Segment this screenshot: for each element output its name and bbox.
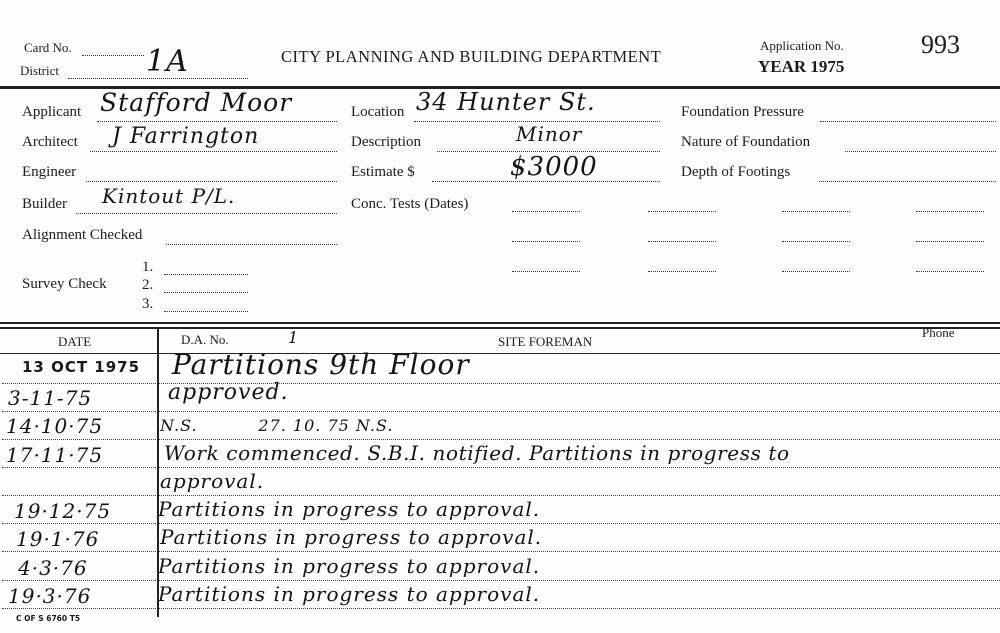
- log-entry-date: 19·3·76: [8, 584, 92, 608]
- conc-test-field: [512, 271, 580, 272]
- log-header-line: [0, 353, 1000, 354]
- card-no-label: Card No.: [24, 40, 72, 55]
- estimate-value: $3000: [510, 152, 598, 182]
- conc-test-field: [648, 241, 716, 242]
- conc-test-field: [916, 241, 984, 242]
- log-row-line: [2, 383, 1000, 384]
- builder-label: Builder: [22, 196, 67, 212]
- builder-field: [76, 213, 337, 214]
- applicant-value: Stafford Moor: [100, 88, 293, 117]
- conc-test-field: [512, 241, 580, 242]
- location-label: Location: [351, 104, 405, 120]
- log-entry-text: N.S. 27. 10. 75 N.S.: [160, 416, 394, 435]
- applicant-label: Applicant: [22, 104, 82, 120]
- alignment-field: [166, 244, 337, 245]
- log-row-line: [2, 580, 1000, 581]
- survey-number-3: 3.: [142, 296, 154, 312]
- nature-foundation-field: [845, 151, 996, 152]
- log-entry-date: 13 OCT 1975: [22, 358, 141, 376]
- conc-test-field: [648, 271, 716, 272]
- survey-field-1: [164, 274, 248, 275]
- nature-foundation-label: Nature of Foundation: [681, 134, 811, 150]
- engineer-field: [86, 181, 337, 182]
- log-row-line: [2, 411, 1000, 412]
- conc-test-field: [512, 211, 580, 212]
- log-entry-date: 14·10·75: [6, 414, 104, 438]
- log-row-line: [2, 495, 1000, 496]
- architect-value: J Farrington: [112, 124, 260, 149]
- applicant-field: [97, 121, 337, 122]
- log-entry-date: 4·3·76: [18, 556, 88, 580]
- conc-test-field: [648, 211, 716, 212]
- survey-label: Survey Check: [22, 276, 107, 292]
- da-header: D.A. No.: [181, 332, 229, 347]
- log-top-divider-2: [0, 327, 1000, 329]
- log-entry-text: Partitions 9th Floor: [172, 348, 470, 381]
- log-entry-text: Partitions in progress to approval.: [158, 497, 541, 521]
- log-entry-text: Work commenced. S.B.I. notified. Partitions in progress to: [164, 441, 790, 465]
- log-entry-date: 17·11·75: [6, 443, 104, 467]
- log-row-line: [2, 523, 1000, 524]
- depth-footings-label: Depth of Footings: [681, 164, 791, 180]
- builder-value: Kintout P/L.: [102, 184, 236, 208]
- engineer-label: Engineer: [22, 164, 77, 180]
- estimate-label: Estimate $: [351, 164, 415, 180]
- foundation-pressure-label: Foundation Pressure: [681, 104, 804, 120]
- form-code: C OF S 6760 T5: [16, 614, 81, 623]
- department-title: CITY PLANNING AND BUILDING DEPARTMENT: [281, 47, 662, 66]
- foundation-pressure-field: [820, 121, 996, 122]
- date-header: DATE: [58, 334, 92, 349]
- architect-label: Architect: [22, 134, 78, 150]
- survey-number-2: 2.: [142, 277, 154, 293]
- log-row-line: [2, 551, 1000, 552]
- log-entry-text: approved.: [168, 380, 289, 405]
- architect-field: [90, 151, 337, 152]
- da-value: 1: [288, 328, 300, 347]
- log-row-line: [2, 439, 1000, 440]
- district-label: District: [20, 63, 59, 78]
- conc-test-field: [782, 271, 850, 272]
- phone-header: Phone: [922, 325, 955, 340]
- description-value: Minor: [516, 122, 583, 146]
- log-entry-date: 19·12·75: [14, 499, 112, 523]
- description-label: Description: [351, 134, 421, 150]
- conc-test-field: [916, 211, 984, 212]
- conc-test-field: [782, 211, 850, 212]
- depth-footings-field: [819, 181, 996, 182]
- application-no-label: Application No.: [760, 38, 844, 53]
- log-entry-text: Partitions in progress to approval.: [158, 582, 541, 606]
- survey-number-1: 1.: [142, 259, 154, 275]
- district-value: 1A: [146, 44, 189, 79]
- survey-field-3: [164, 311, 248, 312]
- application-no-value: 993: [921, 30, 960, 59]
- log-entry-text: Partitions in progress to approval.: [160, 525, 543, 549]
- conc-test-field: [916, 271, 984, 272]
- log-row-line: [2, 608, 1000, 609]
- conc-test-field: [782, 241, 850, 242]
- card-no-field: [82, 55, 144, 56]
- conc-tests-label: Conc. Tests (Dates): [351, 196, 469, 212]
- location-value: 34 Hunter St.: [416, 88, 596, 116]
- log-top-divider: [0, 322, 1000, 324]
- log-entry-text: approval.: [160, 469, 265, 493]
- log-row-line: [2, 467, 1000, 468]
- year-label: YEAR 1975: [758, 57, 845, 76]
- log-entry-date: 19·1·76: [16, 527, 100, 551]
- survey-field-2: [164, 292, 248, 293]
- log-entry-text: Partitions in progress to approval.: [158, 554, 541, 578]
- site-foreman-header: SITE FOREMAN: [498, 334, 593, 349]
- log-entry-date: 3-11-75: [8, 386, 93, 410]
- alignment-label: Alignment Checked: [22, 227, 143, 243]
